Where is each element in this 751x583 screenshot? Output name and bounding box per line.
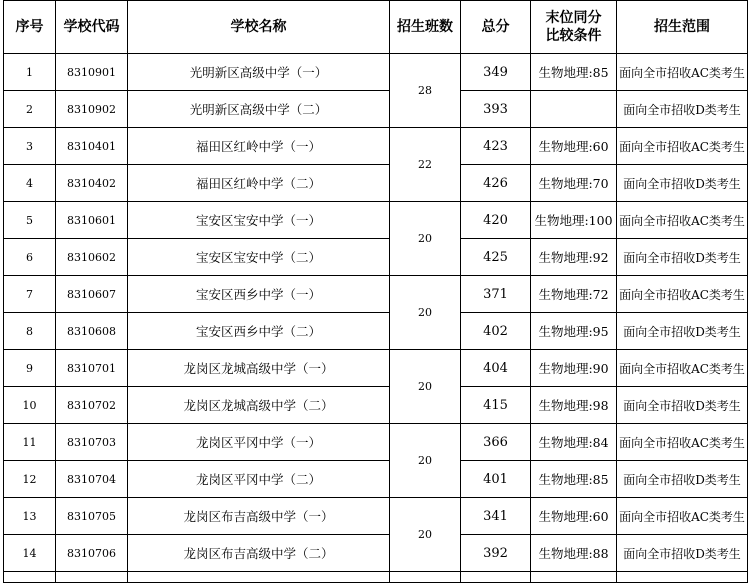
table-row <box>4 91 748 128</box>
cell-name: 福田区红岭中学（二） <box>128 165 390 202</box>
table-row <box>4 165 748 202</box>
cell-classes: 20 <box>390 498 461 572</box>
cell-index: 8 <box>4 313 56 350</box>
header-name: 学校名称 <box>128 1 390 54</box>
cell-range: 面向全市招收D类考生 <box>617 165 748 202</box>
cell-index: 12 <box>4 461 56 498</box>
cell-classes: 28 <box>390 54 461 128</box>
cell-name: 龙岗区平冈中学（一） <box>128 424 390 461</box>
header-code: 学校代码 <box>56 1 128 54</box>
header-range: 招生范围 <box>617 1 748 54</box>
cell-compare: 生物地理:72 <box>531 276 617 313</box>
cell-index: 6 <box>4 239 56 276</box>
cell-name: 光明新区高级中学（一） <box>128 54 390 91</box>
cell-compare: 生物地理:70 <box>531 165 617 202</box>
header-score: 总分 <box>461 1 531 54</box>
cell-code: 8310701 <box>56 350 128 387</box>
table-row <box>4 350 748 387</box>
cell-compare: 生物地理:60 <box>531 498 617 535</box>
cell-range: 面向全市招收AC类考生 <box>617 202 748 239</box>
cell-empty <box>390 572 461 583</box>
cell-range: 面向全市招收AC类考生 <box>617 128 748 165</box>
cell-code: 8310607 <box>56 276 128 313</box>
cell-index: 10 <box>4 387 56 424</box>
cell-code: 8310706 <box>56 535 128 572</box>
cell-compare: 生物地理:85 <box>531 461 617 498</box>
cell-index: 14 <box>4 535 56 572</box>
cell-name: 龙岗区布吉高级中学（一） <box>128 498 390 535</box>
cell-compare: 生物地理:95 <box>531 313 617 350</box>
cell-score: 401 <box>461 461 531 498</box>
table-row <box>4 424 748 461</box>
cell-name: 龙岗区龙城高级中学（二） <box>128 387 390 424</box>
table-row <box>4 535 748 572</box>
cell-score: 402 <box>461 313 531 350</box>
cell-empty <box>617 572 748 583</box>
cell-range: 面向全市招收D类考生 <box>617 535 748 572</box>
cell-range: 面向全市招收AC类考生 <box>617 498 748 535</box>
table-row <box>4 387 748 424</box>
cell-score: 415 <box>461 387 531 424</box>
table-row <box>4 461 748 498</box>
cell-code: 8310402 <box>56 165 128 202</box>
cell-compare: 生物地理:90 <box>531 350 617 387</box>
cell-name: 宝安区宝安中学（二） <box>128 239 390 276</box>
table-row <box>4 276 748 313</box>
cell-code: 8310703 <box>56 424 128 461</box>
cell-compare: 生物地理:98 <box>531 387 617 424</box>
table-row-cut <box>4 572 748 583</box>
cell-index: 9 <box>4 350 56 387</box>
cell-range: 面向全市招收AC类考生 <box>617 276 748 313</box>
cell-range: 面向全市招收D类考生 <box>617 461 748 498</box>
cell-score: 420 <box>461 202 531 239</box>
cell-empty <box>56 572 128 583</box>
cell-range: 面向全市招收AC类考生 <box>617 350 748 387</box>
cell-name: 宝安区西乡中学（一） <box>128 276 390 313</box>
cell-range: 面向全市招收D类考生 <box>617 387 748 424</box>
cell-compare: 生物地理:84 <box>531 424 617 461</box>
cell-code: 8310902 <box>56 91 128 128</box>
cell-code: 8310702 <box>56 387 128 424</box>
cell-score: 366 <box>461 424 531 461</box>
cell-compare: 生物地理:88 <box>531 535 617 572</box>
header-compare-line2: 比较条件 <box>545 28 602 44</box>
cell-range: 面向全市招收D类考生 <box>617 313 748 350</box>
table-row <box>4 54 748 91</box>
table-row <box>4 128 748 165</box>
cell-empty <box>128 572 390 583</box>
cell-name: 龙岗区龙城高级中学（一） <box>128 350 390 387</box>
cell-score: 349 <box>461 54 531 91</box>
cell-score: 371 <box>461 276 531 313</box>
header-compare-line1: 末位同分 <box>545 10 602 26</box>
header-compare <box>531 1 617 54</box>
cell-compare: 生物地理:85 <box>531 54 617 91</box>
cell-score: 425 <box>461 239 531 276</box>
cell-compare: 生物地理:100 <box>531 202 617 239</box>
header-classes: 招生班数 <box>390 1 461 54</box>
cell-name: 龙岗区布吉高级中学（二） <box>128 535 390 572</box>
cell-score: 423 <box>461 128 531 165</box>
cell-range: 面向全市招收D类考生 <box>617 91 748 128</box>
cell-range: 面向全市招收AC类考生 <box>617 424 748 461</box>
cell-score: 392 <box>461 535 531 572</box>
cell-compare: 生物地理:60 <box>531 128 617 165</box>
cell-classes: 20 <box>390 350 461 424</box>
cell-index: 7 <box>4 276 56 313</box>
table-row <box>4 202 748 239</box>
cell-empty <box>4 572 56 583</box>
cell-score: 426 <box>461 165 531 202</box>
cell-compare: 生物地理:92 <box>531 239 617 276</box>
cell-index: 1 <box>4 54 56 91</box>
cell-code: 8310901 <box>56 54 128 91</box>
table-row <box>4 239 748 276</box>
cell-name: 宝安区宝安中学（一） <box>128 202 390 239</box>
cell-code: 8310602 <box>56 239 128 276</box>
cell-index: 13 <box>4 498 56 535</box>
cell-range: 面向全市招收D类考生 <box>617 239 748 276</box>
cell-compare <box>531 91 617 128</box>
cell-score: 404 <box>461 350 531 387</box>
cell-classes: 22 <box>390 128 461 202</box>
cell-index: 5 <box>4 202 56 239</box>
cell-code: 8310608 <box>56 313 128 350</box>
cell-index: 11 <box>4 424 56 461</box>
cell-empty <box>531 572 617 583</box>
cell-code: 8310704 <box>56 461 128 498</box>
cell-name: 龙岗区平冈中学（二） <box>128 461 390 498</box>
cell-score: 393 <box>461 91 531 128</box>
header-row <box>4 1 748 54</box>
cell-range: 面向全市招收AC类考生 <box>617 54 748 91</box>
cell-name: 光明新区高级中学（二） <box>128 91 390 128</box>
cell-index: 3 <box>4 128 56 165</box>
header-index: 序号 <box>4 1 56 54</box>
cell-classes: 20 <box>390 202 461 276</box>
cell-classes: 20 <box>390 424 461 498</box>
table-row <box>4 498 748 535</box>
admission-table <box>3 0 748 583</box>
cell-code: 8310401 <box>56 128 128 165</box>
cell-index: 2 <box>4 91 56 128</box>
cell-name: 宝安区西乡中学（二） <box>128 313 390 350</box>
cell-code: 8310705 <box>56 498 128 535</box>
cell-classes: 20 <box>390 276 461 350</box>
cell-name: 福田区红岭中学（一） <box>128 128 390 165</box>
cell-index: 4 <box>4 165 56 202</box>
cell-code: 8310601 <box>56 202 128 239</box>
table-row <box>4 313 748 350</box>
cell-score: 341 <box>461 498 531 535</box>
cell-empty <box>461 572 531 583</box>
